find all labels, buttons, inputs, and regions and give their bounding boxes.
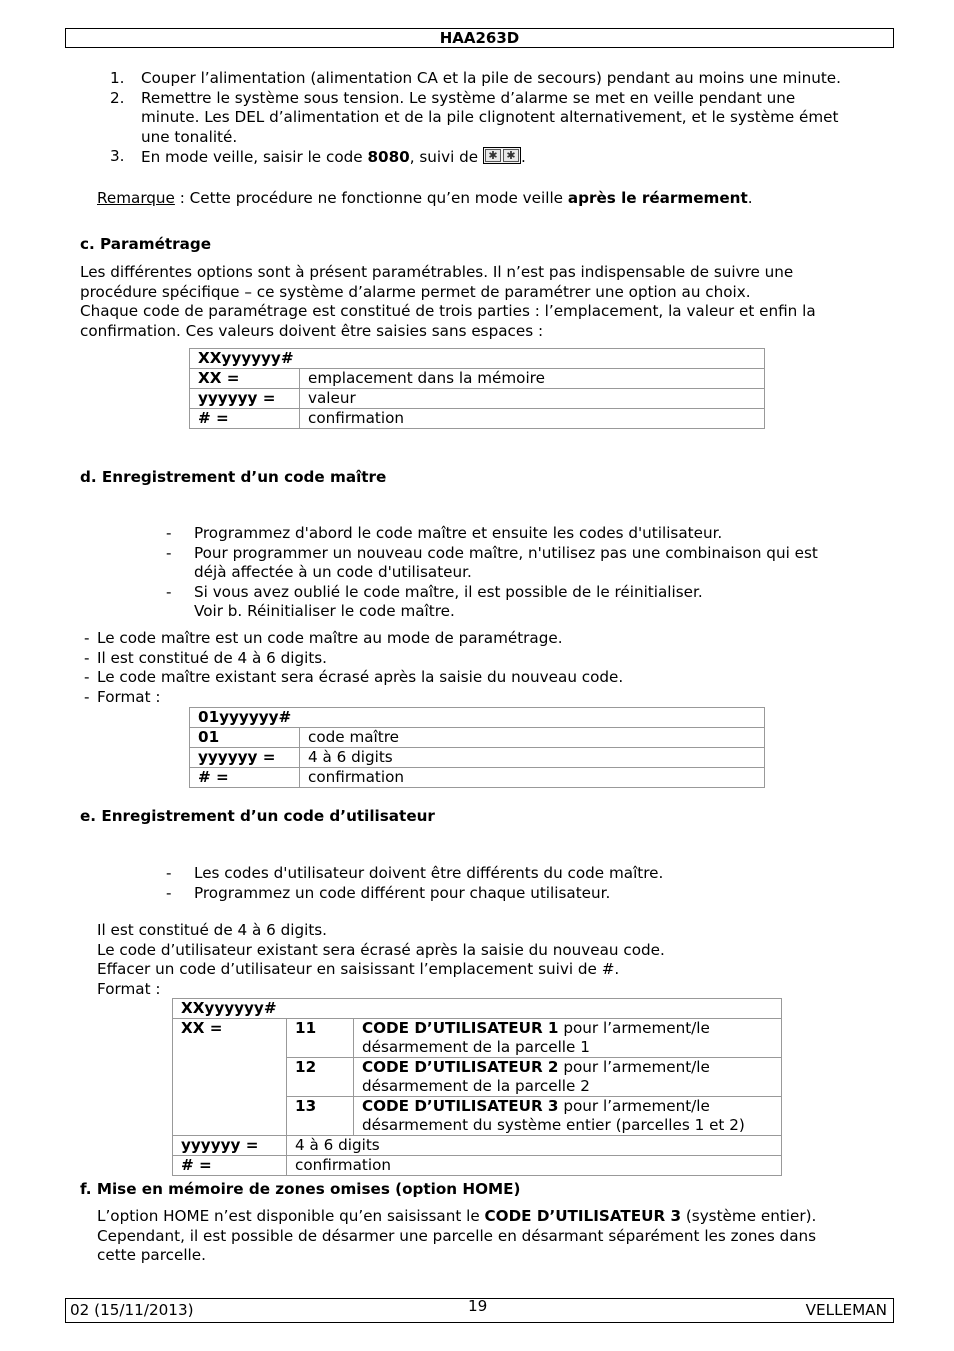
list-item: - Le code maître existant sera écrasé après la saisie du nouveau code. [84,668,624,687]
param-format-table: XXyyyyyy# XX = emplacement dans la mémoire yyyyyy = valeur # = confirmation [189,348,765,429]
table-row: yyyyyy = 4 à 6 digits [173,1136,782,1156]
section-c-body: Les différentes options sont à présent paramétrables. Il n’est pas indispensable de suivre une procédure spécifique – ce système d’alarme permet de paramétrer une option au choix. Chaque code de paramétrage est constitué de trois parties : l’emplacement, la valeur et enfin la confirmation. Ces valeurs doivent être saisies sans espaces : [80,263,816,340]
list-item: - Pour programmer un nouveau code maître, n'utilisez pas une combinaison qui est déjà affectée à un code d'utilisateur. [166,543,818,582]
section-d-bullets [166,524,886,622]
table-row: yyyyyy = valeur [190,389,765,409]
table-row: 01 code maître [190,728,765,748]
step-2: 2. Remettre le système sous tension. Le système d’alarme se met en veille pendant une minute. Les DEL d’alimentation et de la pile clignotent alternativement, et le système émet une tonalité. [110,88,839,146]
master-code-table: 01yyyyyy# 01 code maître yyyyyy = 4 à 6 digits # = confirmation [189,707,765,788]
list-item: - Format : [84,687,161,706]
document-footer [65,1298,894,1323]
table-row: # = confirmation [173,1156,782,1176]
footer-date: 02 (15/11/2013) [70,1301,194,1319]
table-row: yyyyyy = 4 à 6 digits [190,748,765,768]
remark: Remarque : Cette procédure ne fonctionne qu’en mode veille après le réarmement. [97,189,753,207]
footer-brand: VELLEMAN [805,1301,887,1319]
table-row: XX = 11 CODE D’UTILISATEUR 1 pour l’armement/le désarmement de la parcelle 1 [173,1019,782,1058]
user-code-table: XXyyyyyy# XX = 11 CODE D’UTILISATEUR 1 pour l’armement/le désarmement de la parcelle 1 12 CODE D’UTILISATEUR 2 pour l’armement/le désarmement de la parcelle 2 13 CODE D’UTILISATEUR 3 pour l’armement/le désarmement du système entier (parcelles 1 et 2) yyyyyy = 4 à 6 digits # = confirmation [172,998,782,1176]
list-item: - Programmez d'abord le code maître et ensuite les codes d'utilisateur. [166,524,723,542]
list-item: - Il est constitué de 4 à 6 digits. [84,648,328,667]
section-f-title: f. Mise en mémoire de zones omises (option HOME) [80,1180,521,1198]
section-d-title: d. Enregistrement d’un code maître [80,468,387,486]
table-row: 13 CODE D’UTILISATEUR 3 pour l’armement/le désarmement du système entier (parcelles 1 et 2) [173,1097,782,1136]
section-e-title: e. Enregistrement d’un code d’utilisateur [80,807,435,825]
document-header [65,28,894,48]
step-1: 1. Couper l’alimentation (alimentation CA et la pile de secours) pendant au moins une minute. [110,69,841,87]
model-name: HAA263D [439,29,520,47]
reset-steps [110,69,910,168]
section-e-body: Il est constitué de 4 à 6 digits. Le code d’utilisateur existant sera écrasé après la saisie du nouveau code. Effacer un code d’utilisateur en saisissant l’emplacement suivi de #. Format : [97,921,665,998]
list-item: - Programmez un code différent pour chaque utilisateur. [166,883,611,902]
section-e-bullets [166,864,886,903]
page-number: 19 [468,1297,488,1315]
section-c-title: c. Paramétrage [80,235,212,253]
star-star-key-icon: ✱ ✱ [483,147,521,164]
list-item: - Les codes d'utilisateur doivent être différents du code maître. [166,864,664,882]
table-row: # = confirmation [190,768,765,788]
section-d-details [84,629,884,707]
section-f-body: L’option HOME n’est disponible qu’en saisissant le CODE D’UTILISATEUR 3 (système entier). Cependant, il est possible de désarmer une parcelle en désarmant séparément les zones dans cette parcelle. [97,1207,817,1265]
list-item: - Si vous avez oublié le code maître, il est possible de le réinitialiser. Voir b. Réinitialiser le code maître. [166,582,703,621]
table-row: 12 CODE D’UTILISATEUR 2 pour l’armement/le désarmement de la parcelle 2 [173,1058,782,1097]
step-3: 3. En mode veille, saisir le code 8080, suivi de ✱ ✱ . [110,147,526,167]
list-item: - Le code maître est un code maître au mode de paramétrage. [84,629,563,647]
table-row: # = confirmation [190,409,765,429]
table-row: XX = emplacement dans la mémoire [190,369,765,389]
